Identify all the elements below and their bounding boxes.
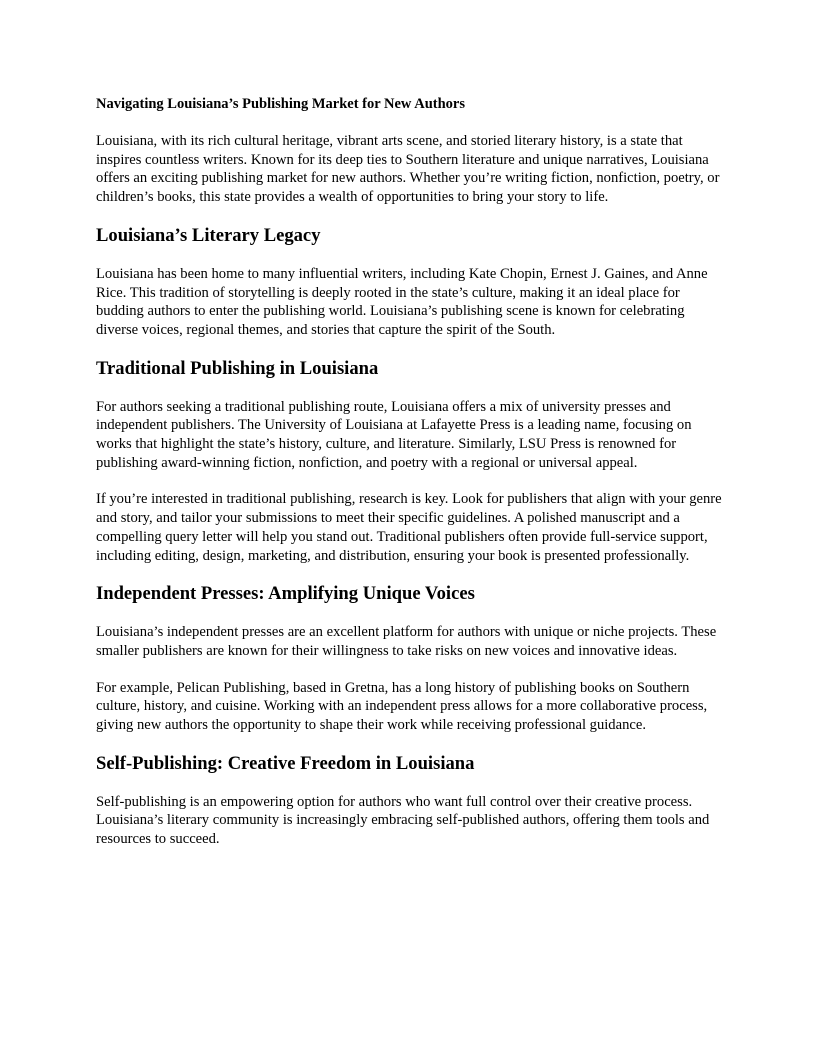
- self-publishing-paragraph: Self-publishing is an empowering option for authors who want full control over their creative process. Louisiana’s literary community is increasingly embracing self-published authors, offering them tools and resources to succeed.: [96, 793, 710, 848]
- traditional-publishing-paragraph-2: If you’re interested in traditional publishing, research is key. Look for publishers that align with your genre and story, and tailor your submissions to meet their specific guidelines. A polished manuscript and a compelling query letter will help you stand out. Traditional publishers often provide full-service support, including editing, design, marketing, and distribution, ensuring your book is presented professionally.: [96, 491, 722, 564]
- traditional-publishing-paragraph-1: For authors seeking a traditional publishing route, Louisiana offers a mix of university presses and independent publishers. The University of Louisiana at Lafayette Press is a leading name, focusing on works that highlight the state’s history, culture, and literature. Similarly, LSU Press is renowned for publishing award-winning fiction, nonfiction, and poetry with a regional or universal appeal.: [96, 398, 692, 471]
- section-heading-literary-legacy: Louisiana’s Literary Legacy: [96, 224, 321, 246]
- independent-presses-paragraph-2: For example, Pelican Publishing, based in Gretna, has a long history of publishing books on Southern culture, history, and cuisine. Working with an independent press allows for a more collaborative process, giving new authors the opportunity to shape their work while receiving professional guidance.: [96, 679, 708, 734]
- document-title: Navigating Louisiana’s Publishing Market for New Authors: [96, 96, 465, 112]
- section-heading-traditional-publishing: Traditional Publishing in Louisiana: [96, 357, 379, 379]
- section-heading-self-publishing: Self-Publishing: Creative Freedom in Louisiana: [96, 752, 475, 774]
- document-page: [96, 95, 722, 867]
- intro-paragraph: Louisiana, with its rich cultural heritage, vibrant arts scene, and storied literary history, is a state that inspires countless writers. Known for its deep ties to Southern literature and unique narratives, Louisiana offers an exciting publishing market for new authors. Whether you’re writing fiction, nonfiction, poetry, or children’s books, this state provides a wealth of opportunities to bring your story to life.: [96, 133, 720, 206]
- independent-presses-paragraph-1: Louisiana’s independent presses are an excellent platform for authors with unique or niche projects. These smaller publishers are known for their willingness to take risks on new voices and innovative ideas.: [96, 624, 717, 659]
- section-heading-independent-presses: Independent Presses: Amplifying Unique Voices: [96, 583, 475, 605]
- literary-legacy-paragraph: Louisiana has been home to many influential writers, including Kate Chopin, Ernest J. Gaines, and Anne Rice. This tradition of storytelling is deeply rooted in the state’s culture, making it an ideal place for budding authors to enter the publishing world. Louisiana’s publishing scene is known for celebrating diverse voices, regional themes, and stories that capture the spirit of the South.: [96, 265, 708, 338]
